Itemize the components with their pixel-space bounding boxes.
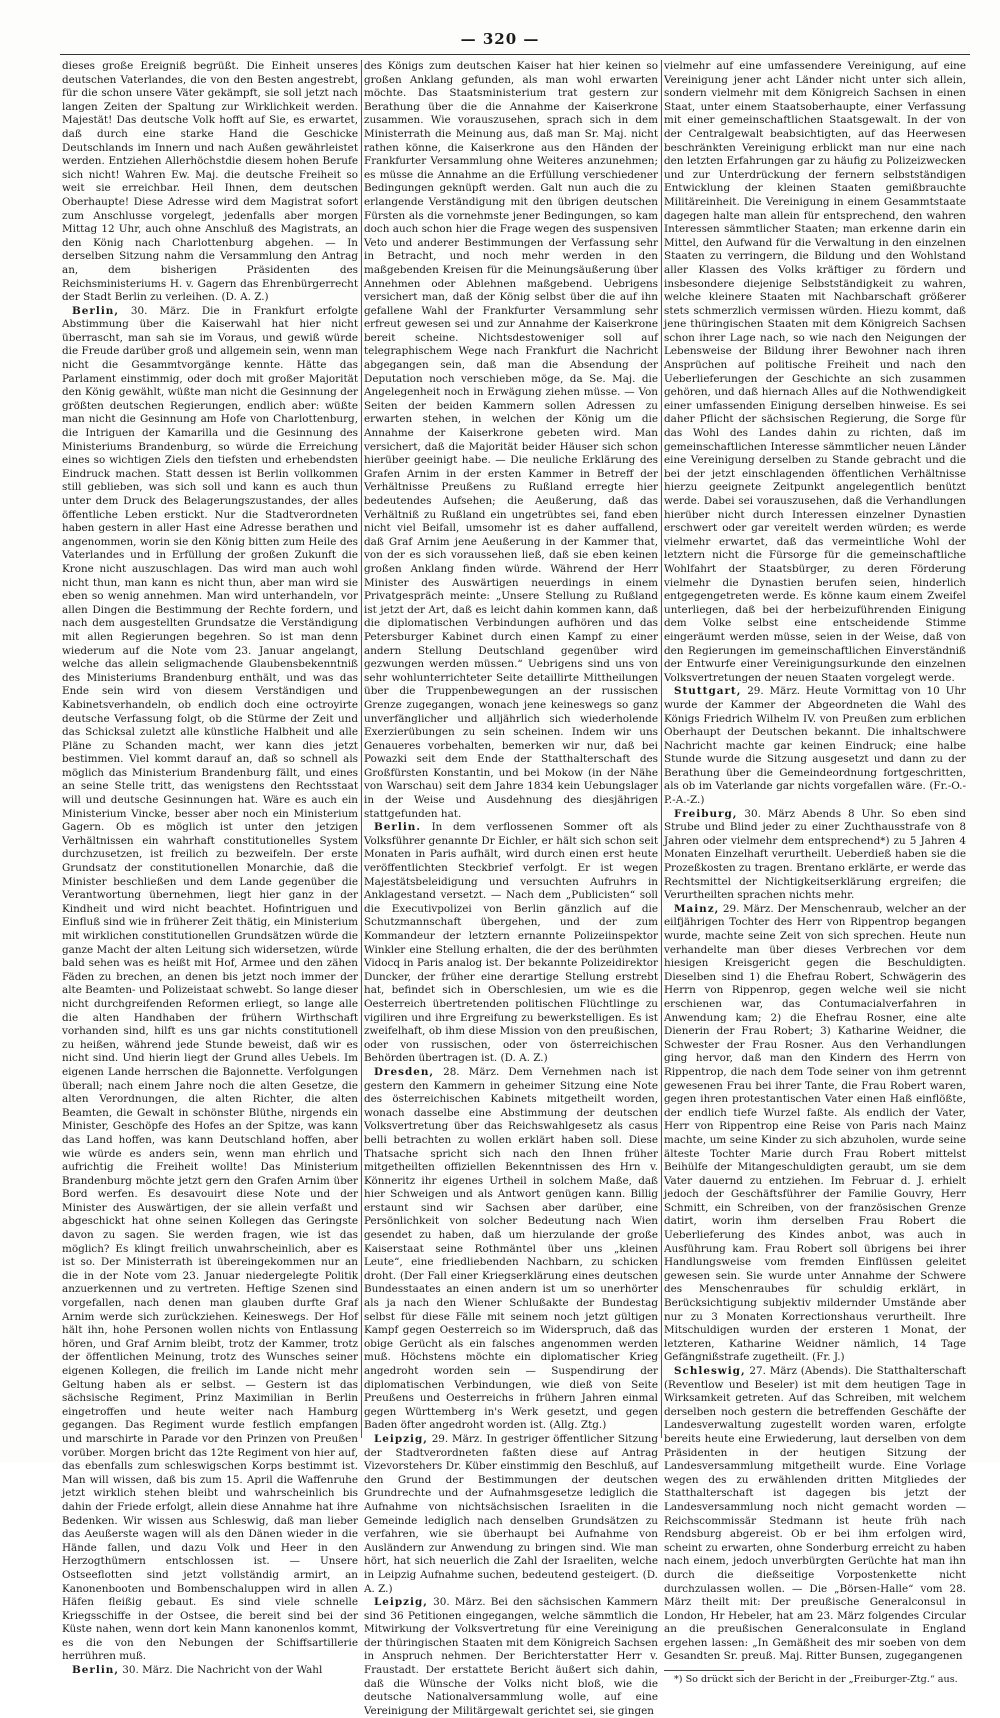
article-text: 30. März. Die in Frankfurt erfolgte Abstimmung über die Kaiserwahl hat hier nicht überrascht, man sah sie im Voraus, und gewiß würde die Freude darüber groß und allgemein sein, wenn man nicht die Gesammtvorgänge kennte. Hätte das Parlament einstimmig, oder doch mit großer Majorität den König gewählt, wüßte man nicht die Gesinnung der größten deutschen Regierungen, endlich aber: wüßte man nicht die Gesinnung am Hofe von Charlottenburg, die Intriguen der Kamarilla und die Gesinnung des Ministeriums Brandenburg, so würde die Erreichung eines so wichtigen Ziels den tiefsten und erhebendsten Eindruck machen. Statt dessen ist Berlin vollkommen still geblieben, was sich soll und kann es auch thun unter dem Druck des Belagerungszustandes, der alles öffentliche Leben erstickt. Nur die Stadtverordneten haben gestern in aller Hast eine Adresse berathen und angenommen, worin sie den König bitten zum Heile des Vaterlandes und in Erfüllung der großen Zukunft die Krone nicht auszuschlagen. Das wird man auch wohl nicht thun, man kann es nicht thun, aber man wird sie eben so wenig annehmen. Man wird unterhandeln, vor allen Dingen die Bestimmung der Rechte fordern, und nach dem ausgestellten Grundsatze die Verständigung mit allen Regierungen begehren. So ist man denn wiederum auf die Note vom 23. Januar angelangt, welche das allein seligmachende Glaubensbekenntniß des Ministeriums Brandenburg enthält, und was das Ende sein wird von diesem Verständigen und Kabinetsverhandeln, ob endlich doch eine octroyirte deutsche Verfassung folgt, ob die Stürme der Zeit und das Schicksal zuletzt alle künstliche Halbheit und alle Pläne zu Schanden macht, wer kann dies jetzt bestimmen. Viel kommt darauf an, daß so schnell als möglich das Ministerium Brandenburg fällt, und eines an seine Stelle tritt, das wenigstens den Rechtsstaat will und deutsche Gesinnungen hat. Wäre es auch ein Ministerium Vincke, besser aber noch ein Ministerium Gagern. Ob es möglich ist unter den jetzigen Verhältnissen ein wahrhaft constitutionelles System durchzusetzen, ist freilich zu bezweifeln. Der erste Grundsatz der constitutionellen Monarchie, daß die Minister beschließen und dem Lande gegenüber die Verantwortung übernehmen, liegt hier ganz in der Kindheit und wird nicht beachtet. Hofintriguen und Einfluß sind wie in früherer Zeit thätig, ein Ministerium mit wirklichen constitutionellen Grundsätzen würde die ganze Macht der alten Leitung sich widersetzen, würde bald sehen was es heißt mit Hof, Armee und den zähen Fäden zu brechen, an denen bis jetzt noch immer der alte Beamten- und Polizeistaat schwebt. So lange dieser nicht durchgreifenden Reformen erliegt, so lange alle die alten Handhaben der frühern Wirthschaft vorhanden sind, hilft es uns gar nichts constitutionell zu heißen, während jede Stunde beweist, daß wir es nicht sind. Und hierin liegt der Grund alles Uebels. Im eigenen Lande herrschen die Bajonnette. Verfolgungen überall; nach einem Jahre noch die alten Gesetze, die alten Verordnungen, die alten Richter, die alten Beamten, die Gewalt in schönster Blüthe, nirgends ein Minister, Geschöpfe des Hofes an der Spitze, was kann das Land hoffen, was kann Deutschland hoffen, aber wie würde es anders sein, wenn man ehrlich und aufrichtig die Freiheit wollte! Das Ministerium Brandenburg möchte jetzt gern den Grafen Arnim über Bord werfen. Es desavouirt diese Note und der Minister des Auswärtigen, der sie allein verfaßt und abgeschickt hat ohne seinen Kollegen das Geringste davon zu sagen. Sie werden fragen, wie ist das möglich? Es klingt freilich unwahrscheinlich, aber es ist so. Der Ministerrath ist übereingekommen nur an die in der Note vom 23. Januar niedergelegte Politik anzuerkennen und zu vertreten. Heftige Szenen sind vorgefallen, nach denen man glauben durfte Graf Arnim werde sich zurückziehen. Keineswegs. Der Hof hält ihn, hohe Personen wollen nichts von Entlassung hören, und Graf Arnim bleibt, trotz der Kammer, trotz der öffentlichen Meinung, trotz des Wunsches seiner eigenen Kollegen, die freilich im Lande nicht mehr Geltung haben als er selbst. — Gestern ist das sächsische Regiment, Prinz Maximilian in Berlin eingetroffen und heute weiter nach Hamburg gegangen. Das Regiment wurde festlich empfangen und marschirte in Parade vor den Prinzen von Preußen vorüber. Morgen bricht das 12te Regiment von hier auf, das ebenfalls zum schleswigschen Korps bestimmt ist. Man will wissen, daß bis zum 15. April die Waffenruhe jetzt wirklich stehen bleibt und wahrscheinlich bis dahin der Friede erfolgt, allein diese Annahme hat ihre Bedenken. Wir wissen aus Schleswig, daß man lieber das Aeußerste wagen will als den Dänen wieder in die Hände fallen, und dazu Volk und Heer in den Herzogthümern entschlossen ist. — Unsere Ostseeflotten sind jetzt vollständig armirt, an Kanonenbooten und Bombenschaluppen wird in allen Häfen fleißig gebaut. Es sind viele schnelle Kriegsschiffe in der Ostsee, die bereit sind bei der Küste nahen, wenn dort kein Mann kanonenlos kommt, es die von den Nebungen der Schiffsartillerie herrühren muß. bbox=[62, 304, 358, 1663]
article-paragraph bbox=[62, 305, 358, 1664]
page-number: — 320 — bbox=[460, 30, 540, 48]
footnote: *) So drückt sich der Bericht in der „Freiburger-Ztg.“ aus. bbox=[674, 1674, 958, 1686]
article-text: 30. März Abends 8 Uhr. So eben sind Strube und Blind jeder zu einer Zuchthausstrafe von 8 Jahren oder vielmehr dem entsprechend*) zu 5 Jahren 4 Monaten Einzelhaft verurtheilt. Ueberdieß haben sie die Prozeßkosten zu tragen. Brentano erklärte, er werde das Rechtsmittel der Nichtigkeitserklärung ergreifen; die Verurtheilten sprachen nichts mehr. bbox=[664, 807, 966, 902]
article-paragraph bbox=[62, 1664, 358, 1678]
column-divider bbox=[361, 60, 362, 1438]
article-dateline: Mainz, bbox=[674, 902, 720, 915]
article-paragraph: vielmehr auf eine umfassendere Vereinigung, auf eine Vereinigung jener acht Länder nicht unter sich allein, sondern vielmehr mit dem Königreich Sachsen in einen Staat, unter einem Staatsoberhaupte, einer Verfassung mit einer gemeinschaftlichen Staatsgewalt. In der von der Centralgewalt beabsichtigten, auf das Heerwesen beschränkten Vereinigung erblickt man nur eine nach den letzten Erfahrungen gar zu häufig zu Polizeizwecken und zur Unterdrückung der fernern selbstständigen Entwicklung der kleinen Staaten gemißbrauchte Militäreinheit. Die Vereinigung in einem Gesammtstaate dagegen halte man allein für entsprechend, den wahren Interessen sämmtlicher Staaten; man erkenne darin ein Mittel, den Aufwand für die Verwaltung in den einzelnen Staaten zu verringern, die Bildung und den Wohlstand aller Klassen des Volks kräftiger zu fördern und insbesondere diejenige Selbstständigkeit zu wahren, welche kleinere Staaten mit Nachbarschaft größerer stets schmerzlich vermissen würden. Hiezu kommt, daß jene thüringischen Staaten mit dem Königreich Sachsen schon ihrer Lage nach, so wie nach den Neigungen der Lebensweise der Bildung ihrer Bewohner nach ihren Ansprüchen auf politische Freiheit und nach den Ueberlieferungen der Geschichte an sich zusammen gehören, und daß hiernach Alles auf die Nothwendigkeit einer umfassenden Einigung derselben hinweise. Es sei daher Pflicht der sächsischen Regierung, die Sorge für das Wohl des Landes dahin zu richten, daß im gemeinschaftlichen Interesse sämmtlicher neuen Länder eine Vereinigung derselben zu Stande gebracht und die bei der jetzt einschlagenden öffentlichen Verhältnisse hierzu geeignete Zeitpunkt angelegentlich benützt werde. Dabei sei vorauszusehen, daß die Verhandlungen hierüber nicht durch Interessen einzelner Dynastien erschwert oder gar vereitelt werden würden; es werde vielmehr erwartet, daß das vermeintliche Wohl der letztern nicht die Fürsorge für die gemeinschaftliche Wohlfahrt der Staatsbürger, zu deren Förderung vielmehr die Dynastien berufen seien, hinderlich entgegengetreten werde. Es könne kaum einem Zweifel unterliegen, daß bei der herbeizuführenden Einigung dem Volke selbst eine entscheidende Stimme eingeräumt werden müsse, seien in der Weise, daß von den Regierungen im gemeinschaftlichen Einverständniß der Entwurfe einer Vereinigungsurkunde den einzelnen Volksvertretungen der neuen Staaten vorgelegt werde. bbox=[664, 60, 966, 684]
article-paragraph bbox=[664, 903, 966, 1365]
article-dateline: Berlin, bbox=[72, 304, 119, 317]
article-dateline: Schleswig, bbox=[674, 1365, 746, 1377]
article-paragraph: dieses große Ereigniß begrüßt. Die Einheit unseres deutschen Vaterlandes, die von den Besten angestrebt, für die schon unsere Väter gekämpft, sie soll jetzt nach langen Zeiten der Spaltung zur Wirklichkeit werden. Majestät! Das deutsche Volk hofft auf Sie, es erwartet, daß durch eine starke Hand die Geschicke Deutschlands im Innern und nach Außen gewährleistet werden. Entziehen Allerhöchstdie diesem hohen Berufe sich nicht! Wahren Ew. Maj. die deutsche Freiheit so weit sie erreichbar. Heil Ihnen, dem deutschen Oberhaupte! Diese Adresse wird dem Magistrat sofort zum Anschlusse vorgelegt, jedenfalls aber morgen Mittag 12 Uhr, auch ohne Anschluß des Magistrats, an den König nach Charlottenburg abgehen. — In derselben Sitzung nahm die Versammlung den Antrag an, dem bisherigen Präsidenten des Reichsministeriums H. v. Gagern das Ehrenbürgerrecht der Stadt Berlin zu verleihen. (D. A. Z.) bbox=[62, 60, 358, 304]
column-2 bbox=[364, 60, 658, 1717]
article-text: 29. März. Der Menschenraub, welcher an der eilfjährigen Tochter des Herr von Rippentrop begangen wurde, machte seine Zeit von sich sprechen. Heute nun verhandelte man über dieses Verbrechen vor dem hiesigen Kreisgericht gegen die Beschuldigten. Dieselben sind 1) die Ehefrau Robert, Schwägerin des Herrn von Rippenrop, gegen welche weil sie nicht erschienen war, das Contumacialverfahren in Anwendung kam; 2) die Ehefrau Rosner, eine alte Dienerin der Frau Robert; 3) Katharine Weidner, die Schwester der Frau Rosner. Aus den Verhandlungen ging hervor, daß man den Kindern des Herrn von Rippentrop, die nach dem Tode seiner von ihm getrennt gewesenen Frau bei ihrer Tante, die Frau Robert waren, gegen ihren protestantischen Vater einen Haß einflößte, der endlich tiefe Wurzel faßte. Als endlich der Vater, Herr von Rippentrop eine Reise von Paris nach Mainz machte, um seine Kinder zu sich abzuholen, wurde seine älteste Tochter Marie durch Frau Robert mittelst Beihülfe der Mitangeschuldigten geraubt, um sie dem Vater dauernd zu entziehen. Im Februar d. J. erhielt jedoch der Geschäftsführer der Familie Gouvry, Herr Schmitt, ein Schreiben, von der französischen Grenze datirt, worin ihm derselben Frau Robert die Ueberlieferung des Kindes anbot, was auch in Ausführung kam. Frau Robert soll übrigens bei ihrer Handlungsweise vom fremden Einflüssen geleitet gewesen sein. Sie wurde unter Annahme der Schwere des Menschenraubes für schuldig erklärt, in Berücksichtigung subjektiv mildernder Umstände aber nur zu 3 Monaten Korrectionshaus verurtheilt. Ihre Mitschuldigen wurden der ersteren 1 Monat, der letzteren, Katharine Weidner nämlich, 14 Tage Gefängnißstrafe zugetheilt. (Fr. J.) bbox=[664, 902, 966, 1364]
article-text: 29. März. Heute Vormittag von 10 Uhr wurde der Kammer der Abgeordneten die Wahl des Königs Friedrich Wilhelm IV. von Preußen zum erblichen Oberhaupt der Deutschen bekannt. Die inhaltschwere Nachricht machte gar keinen Eindruck; eine halbe Stunde wurde die Sitzung ausgesetzt und dann zu der Berathung über die Gemeindeordnung fortgeschritten, als ob im Vaterlande gar nichts vorgefallen wäre. (Fr.-O.-P.-A.-Z.) bbox=[664, 685, 967, 807]
article-dateline: Stuttgart, bbox=[674, 685, 742, 698]
article-paragraph: des Königs zum deutschen Kaiser hat hier keinen so großen Anklang gefunden, als man wohl erwarten möchte. Das Staatsministerium trat gestern zur Berathung über die die Annahme der Kaiserkrone zusammen. Wie vorauszusehen, sprach sich in dem Ministerrath die Meinung aus, daß man Sr. Maj. nicht rathen könne, die Kaiserkrone aus den Händen der Frankfurter Versammlung ohne Weiteres anzunehmen; es müsse die Annahme an die Erfüllung verschiedener Bedingungen geknüpft werden. Galt nun auch die zu erlangende Verständigung mit den übrigen deutschen Fürsten als die vornehmste jener Bedingungen, so kam doch auch schon hier die Frage wegen des suspensiven Veto und anderer Bestimmungen der Verfassung sehr in Betracht, und noch mehr werden in den maßgebenden Kreisen für die Meinungsäußerung über Annehmen oder Ablehnen maßgebend. Uebrigens versichert man, daß der König selbst über die auf ihn gefallene Wahl der Frankfurter Versammlung sehr erfreut gewesen sei und zur Annahme der Kaiserkrone bereit scheine. Nichtsdestoweniger soll auf telegraphischem Wege nach Frankfurt die Nachricht abgegangen sein, daß man die Absendung der Deputation noch verschieben möge, da Se. Maj. die Angelegenheit noch in Erwägung ziehen müsse. — Von Seiten der beiden Kammern sollen Adressen zu erwarten stehen, in welchen der König um die Annahme der Kaiserkrone gebeten wird. Man versichert, daß die Majorität beider Häuser sich schon hierüber geeinigt habe. — Die neuliche Erklärung des Grafen Arnim in der ersten Kammer in Betreff der Verhältnisse Preußens zu Rußland erregte hier bedeutendes Aufsehen; die Aeußerung, daß das Verhältniß zu Rußland ein ungetrübtes sei, fand eben nicht viel Beifall, umsomehr ist es daher auffallend, daß Graf Arnim jene Aeußerung in der Kammer that, von der es sich voraussehen ließ, daß sie eben keinen großen Anklang finden würde. Während der Herr Minister des Auswärtigen neuerdings in einem Privatgespräch meinte: „Unsere Stellung zu Rußland ist jetzt der Art, daß es leicht dahin kommen kann, daß die diplomatischen Verbindungen aufhören und das Petersburger Kabinet durch einen Kampf zu einer andern Stellung Deutschland gegenüber wird gezwungen werden müssen.“ Uebrigens sind uns von sehr wohlunterrichteter Seite detaillirte Mittheilungen über die Truppenbewegungen an der russischen Grenze zugegangen, wonach jene keineswegs so ganz unverfänglicher und alljährlich sich wiederholende Exerzierübungen zu sein scheinen. Indem wir uns Genaueres vorbehalten, bemerken wir nur, daß bei Powazki seit dem Ende der Statthalterschaft des Großfürsten Konstantin, und bei Mokow (in der Nähe von Warschau) seit dem Jahre 1834 kein Uebungslager in der Weise und Ausdehnung des diesjährigen stattgefunden hat. bbox=[364, 60, 658, 820]
article-paragraph bbox=[664, 685, 966, 807]
article-text: 27. März (Abends). Die Statthalterschaft (Reventlow und Beseler) ist mit dem heutigen Tage in Wirksamkeit getreten. Auf das Schreiben, mit welchem derselben noch gestern die betreffenden Geschäfte der Landesverwaltung zugestellt worden waren, erfolgte bereits heute eine Erwiederung, laut derselben von dem Präsidenten in der heutigen Sitzung der Landesversammlung mitgetheilt wurde. Eine Vorlage wegen des zu erwählenden dritten Mitgliedes der Statthalterschaft ist dagegen bis jetzt der Landesversammlung noch nicht gemacht worden — Reichscommissär Stedmann ist heute früh nach Rendsburg abgereist. Ob er bei ihm erfolgen wird, scheint zu erwarten, ohne Sonderburg erreicht zu haben nach einem, jedoch unverbürgten Gerüchte hat man ihn durch die dießseitige Vorpostenkette nicht durchzulassen wollen. — Die „Börsen-Halle“ vom 28. März theilt mit: Der preußische Generalconsul in London, Hr Hebeler, hat am 23. März folgendes Circular an die preußischen Generalconsulate in England ergehen lassen: „In Gemäßheit des mir soeben von dem Gesandten Sr. preuß. Maj. Ritter Bunsen, zugegangenen bbox=[664, 1365, 966, 1663]
article-dateline: Leipzig, bbox=[374, 1596, 428, 1609]
article-dateline: Berlin. bbox=[374, 821, 421, 834]
article-dateline: Freiburg, bbox=[674, 807, 738, 820]
article-dateline: Dresden, bbox=[374, 1065, 434, 1078]
article-paragraph bbox=[364, 1433, 658, 1596]
article-paragraph bbox=[664, 1365, 966, 1664]
article-text: In dem verflossenen Sommer oft als Volksführer genannte Dr Eichler, er hält sich schon seit Monaten in Paris aufhält, wird durch einen erst heute veröffentlichten Steckbrief verfolgt. Er ist wegen Majestätsbeleidigung und versuchten Aufruhrs in Anklagestand versetzt. — Nach dem „Publicisten“ soll die Executivpolizei von Berlin gänzlich auf die Schutzmannschaft übergehen, und der zum Kommandeur der letztern ernannte Polizeiinspektor Winkler eine Stellung erhalten, die der des berühmten Vidocq in Paris analog ist. Der bekannte Polizeidirektor Duncker, der früher eine derartige Stellung erstrebt hat, befindet sich in Oberschlesien, um wie es die Oesterreich übertretenden politischen Flüchtlinge zu vigiliren und ihre Ergreifung zu bewerkstelligen. Es ist zweifelhaft, ob ihm diese Mission von den preußischen, oder von russischen, oder von österreichischen Behörden übertragen ist. (D. A. Z.) bbox=[364, 821, 658, 1065]
column-1 bbox=[62, 60, 358, 1677]
article-text: 30. März. Die Nachricht von der Wahl bbox=[122, 1664, 323, 1677]
column-3 bbox=[664, 60, 967, 1686]
header-rule bbox=[60, 54, 970, 55]
article-text: 30. März. Bei den sächsischen Kammern sind 36 Petitionen eingegangen, welche sämmtlich die Mitwirkung der Volksvertretung für eine Vereinigung der thüringischen Staaten mit dem Königreich Sachsen in Anspruch nehmen. Der Berichterstatter Herr v. Fraustadt. Der erstattete Bericht äußert sich dahin, daß die Wünsche der Volks nicht bloß, wie die deutsche Nationalversammlung wolle, auf eine Vereinigung der Militärgewalt gerichtet sei, sie gingen bbox=[364, 1596, 658, 1717]
article-dateline: Leipzig, bbox=[374, 1432, 428, 1445]
article-paragraph bbox=[364, 1596, 658, 1718]
article-dateline: Berlin, bbox=[72, 1664, 119, 1677]
article-paragraph bbox=[364, 1066, 658, 1433]
article-paragraph bbox=[664, 808, 966, 903]
article-text: 28. März. Dem Vernehmen nach ist gestern den Kammern in geheimer Sitzung eine Note des österreichischen Kabinets mitgetheilt worden, wonach dasselbe eine Abstimmung der deutschen Volksvertretung über das Reichswahlgesetz als casus belli betrachten zu wollen erklärt haben soll. Diese Thatsache spricht sich nach den Ihnen früher mitgetheilten offiziellen Bekenntnissen des Hrn v. Könneritz ihr eigenes Urtheil in solchem Maße, daß hier Schweigen und als Antwort genügen kann. Billig erstaunt sind wir Sachsen aber darüber, eine Persönlichkeit von solcher Bedeutung nach Wien gesendet zu haben, daß um hierzulande der große Kaiserstaat seine Rothmäntel über uns „kleinen Leute“, eine friedliebenden Nachbarn, zu schicken droht. (Der Fall einer Kriegserklärung eines deutschen Bundesstaates an einen andern ist um so unerhörter als ja nach den Wiener Schlußakte der Bundestag selbst für diese Fälle mit seinem noch jetzt gültigen Kampf gegen Oesterreich so im Widerspruch, daß das obige Gerücht als ein falsches angenommen werden muß. Höchstens möchte ein diplomatischer Krieg angedroht worden sein — Suspendirung der diplomatischen Verbindungen, wie dieß von Seite Preußens und Oesterreichs in frühern Jahren einmal gegen Württemberg in's Werk gesetzt, und gegen Baden öfter angedroht worden ist. (Allg. Ztg.) bbox=[364, 1065, 658, 1432]
article-paragraph bbox=[364, 821, 658, 1066]
article-text: 29. März. In gestriger öffentlicher Sitzung der Stadtverordneten faßten diese auf Antrag Vizevorstehers Dr. Küber einstimmig den Beschluß, auf den Grund der Bestimmungen der deutschen Grundrechte und der Aufnahmsgesetze lediglich die Aufnahme von nichtsächsischen Israeliten in die Gemeinde lediglich nach denselben Grundsätzen zu verfahren, wie sie überhaupt bei Aufnahme von Ausländern zur Anwendung zu bringen sind. Wie man hört, hat sich neuerlich die Zahl der Israeliten, welche in Leipzig Aufnahme suchen, bedeutend gesteigert. (D. A. Z.) bbox=[364, 1432, 658, 1595]
column-divider bbox=[661, 60, 662, 1438]
footnote-rule bbox=[664, 1670, 744, 1671]
